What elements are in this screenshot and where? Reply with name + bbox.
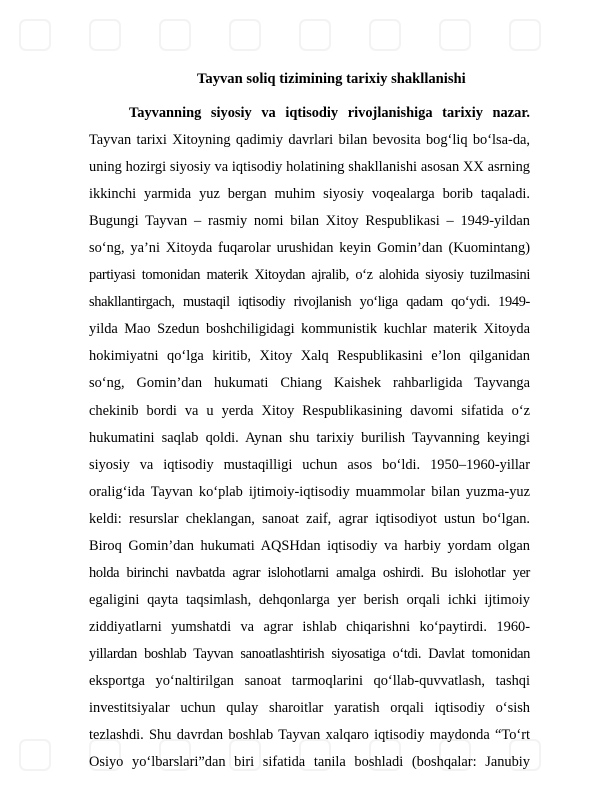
text-line: ziddiyatlarni yumshatdi va agrar ishlab chiqarishni ko‘paytirdi. 1960- [89,618,530,635]
document-title: Tayvan soliq tizimining tarixiy shakllanishi [197,71,466,87]
text-line: ikkinchi yarmida yuz bergan muhim siyosiy voqealarga borib taqaladi. [89,186,530,203]
text-line: yilda Mao Szedun boshchiligidagi kommunistik kuchlar materik Xitoyda [89,321,530,338]
text-line: keldi: resurslar cheklangan, sanoat zaif, agrar iqtisodiyot ustun bo‘lgan. [89,510,530,527]
text-line: investitsiyalar uchun qulay sharoitlar yaratish orqali iqtisodiy o‘sish [89,700,530,717]
text-line: so‘ng, Gomin’dan hukumati Chiang Kaishek rahbarligida Tayvanga [89,375,530,392]
text-line: egaligini qayta taqsimlash, dehqonlarga yer berish orqali ichki ijtimoiy [89,591,530,608]
text-line: hukumatini saqlab qoldi. Aynan shu tarixiy burilish Tayvanning keyingi [89,429,530,446]
text-line: siyosiy va iqtisodiy mustaqilligi uchun asos bo‘ldi. 1950–1960-yillar [89,456,530,473]
text-line: partiyasi tomonidan materik Xitoydan ajralib, o‘z alohida siyosiy tuzilmasini [89,267,530,284]
text-line: yillardan boshlab Tayvan sanoatlashtirish siyosatiga o‘tdi. Davlat tomonidan [89,645,530,662]
paragraph-lead-line [89,100,530,127]
text-line: Biroq Gomin’dan hukumati AQSHdan iqtisodiy va harbiy yordam olgan [89,537,530,554]
text-line: tezlashdi. Shu davrdan boshlab Tayvan xalqaro iqtisodiy maydonda “To‘rt [89,727,530,744]
text-line: eksportga yo‘naltirilgan sanoat tarmoqlarini qo‘llab-quvvatlash, tashqi [89,672,530,689]
text-line: so‘ng, ya’ni Xitoyda fuqarolar urushidan keyin Gomin’dan (Kuomintang) [89,240,530,257]
text-line: Bugungi Tayvan – rasmiy nomi bilan Xitoy Respublikasi – 1949-yildan [89,213,530,230]
text-line: Osiyo yo‘lbarslari”dan biri sifatida tanila boshladi (boshqalar: Janubiy [89,754,530,771]
text-line: Tayvan tarixi Xitoyning qadimiy davrlari bilan bevosita bog‘liq bo‘lsa-da, [89,132,530,149]
lead-heading: Tayvanning siyosiy va iqtisodiy rivojlanishiga tarixiy nazar. [129,105,530,121]
document-body [89,100,530,776]
text-line: oralig‘ida Tayvan ko‘plab ijtimoiy-iqtisodiy muammolar bilan yuzma-yuz [89,483,530,500]
text-line: chekinib bordi va u yerda Xitoy Respublikasining davomi sifatida o‘z [89,402,530,419]
text-line: hokimiyatni qo‘lga kiritib, Xitoy Xalq Respublikasini e’lon qilganidan [89,348,530,365]
text-line: shakllantirgach, mustaqil iqtisodiy rivojlanish yo‘liga qadam qo‘ydi. 1949- [89,294,530,311]
text-line: uning hozirgi siyosiy va iqtisodiy holatining shakllanishi asosan XX asrning [89,159,530,176]
text-line: holda birinchi navbatda agrar islohotlarni amalga oshirdi. Bu islohotlar yer [89,564,530,581]
